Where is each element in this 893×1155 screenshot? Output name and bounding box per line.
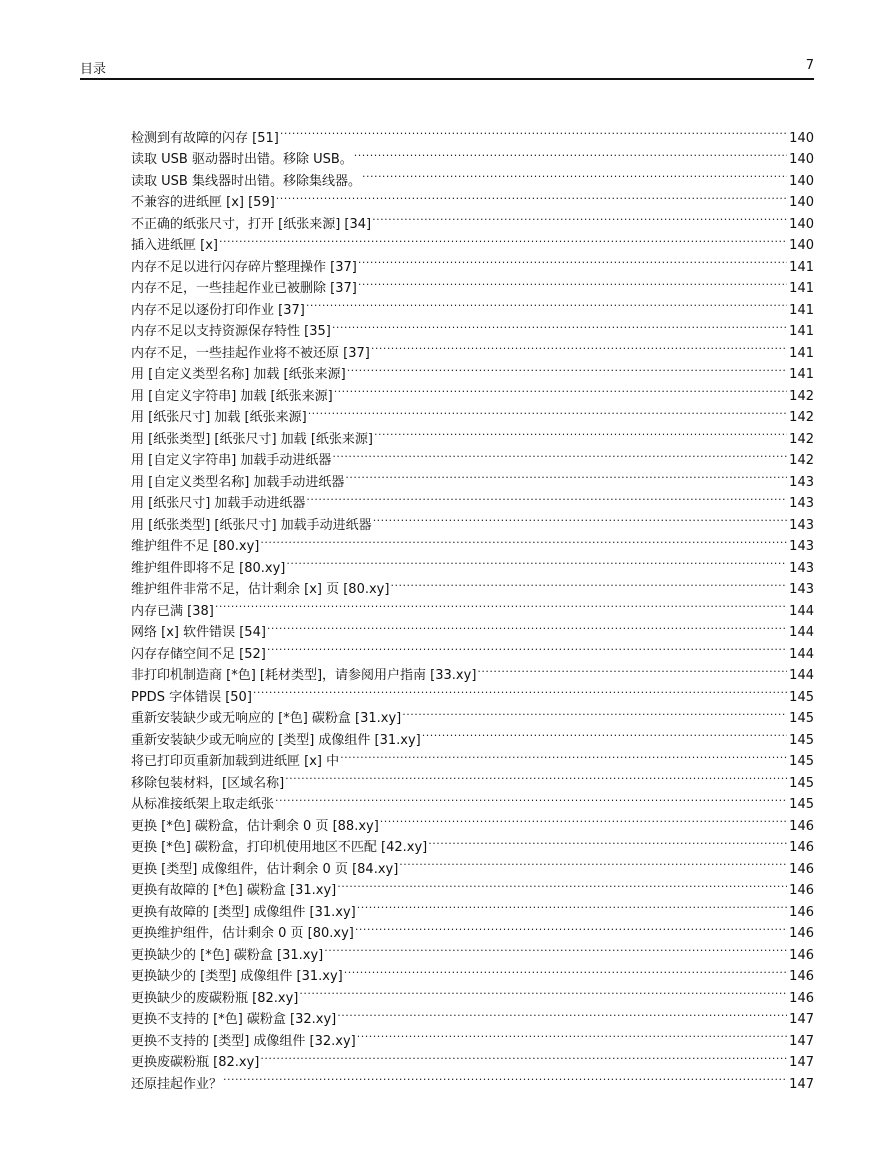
toc-entry-page-number: 144: [789, 603, 814, 619]
toc-dot-leader: [362, 163, 787, 185]
toc-entry-title: 不正确的纸张尺寸，打开 [纸张来源] [34]: [131, 216, 372, 232]
toc-dot-leader: [285, 765, 787, 787]
toc-entry-page-number: 145: [789, 775, 814, 791]
toc-entry-page-number: 141: [789, 367, 814, 382]
toc-entry[interactable]: [131, 615, 814, 640]
toc-entry-title: 内存不足，一些挂起作业已被删除 [37]: [131, 281, 357, 296]
toc-entry-page-number: 147: [789, 1012, 814, 1027]
toc-entry-page-number: 141: [789, 324, 814, 339]
toc-entry[interactable]: [131, 120, 814, 146]
toc-entry-page-number: 145: [789, 732, 814, 748]
toc-dot-leader: [280, 120, 787, 142]
toc-entry-page-number: 145: [789, 689, 814, 705]
toc-dot-leader: [399, 851, 787, 873]
toc-entry-title: 闪存存储空间不足 [52]: [131, 646, 266, 662]
toc-entry-title: 更换 [类型] 成像组件，估计剩余 0 页 [84.xy]: [131, 861, 399, 877]
toc-entry-title: 用 [纸张尺寸] 加载 [纸张来源]: [131, 410, 307, 425]
toc-entry-page-number: 145: [789, 797, 814, 812]
toc-entry[interactable]: [131, 593, 814, 619]
page-header: [80, 58, 814, 80]
toc-entry-title: 更换不支持的 [类型] 成像组件 [32.xy]: [131, 1033, 356, 1049]
toc-entry-title: 用 [纸张尺寸] 加载手动进纸器: [131, 496, 306, 511]
toc-entry-title: 更换不支持的 [*色] 碳粉盒 [32.xy]: [131, 1012, 337, 1027]
toc-dot-leader: [275, 787, 787, 809]
toc-entry-title: 还原挂起作业？: [131, 1076, 223, 1092]
toc-entry-page-number: 146: [789, 840, 814, 855]
toc-entry[interactable]: [131, 249, 814, 275]
toc-entry-page-number: 142: [789, 388, 814, 404]
toc-entry-title: 用 [自定义类型名称] 加载手动进纸器: [131, 474, 345, 490]
toc-entry-page-number: 144: [789, 668, 814, 683]
toc-dot-leader: [332, 443, 787, 465]
toc-entry-title: 更换有故障的 [类型] 成像组件 [31.xy]: [131, 904, 356, 920]
toc-entry-page-number: 141: [789, 281, 814, 296]
toc-entry-page-number: 146: [789, 883, 814, 898]
toc-entry-title: 内存不足以进行闪存碎片整理操作 [37]: [131, 259, 357, 275]
toc-entry-page-number: 140: [789, 130, 814, 146]
toc-dot-leader: [276, 185, 787, 207]
toc-dot-leader: [337, 873, 787, 895]
toc-entry-title: 用 [自定义字符串] 加载 [纸张来源]: [131, 388, 333, 404]
toc-entry-page-number: 141: [789, 259, 814, 275]
toc-dot-leader: [253, 679, 787, 701]
toc-entry[interactable]: [131, 1066, 814, 1092]
toc-entry-title: 重新安装缺少或无响应的 [*色] 碳粉盒 [31.xy]: [131, 711, 402, 726]
toc-dot-leader: [324, 937, 787, 959]
toc-dot-leader: [371, 335, 787, 357]
toc-entry-page-number: 143: [789, 474, 814, 490]
toc-dot-leader: [299, 980, 787, 1002]
toc-entry-title: 维护组件不足 [80.xy]: [131, 539, 260, 554]
toc-entry-page-number: 143: [789, 539, 814, 554]
toc-entry-title: 内存不足以支持资源保存特性 [35]: [131, 324, 331, 339]
toc-dot-leader: [260, 529, 787, 551]
toc-entry-title: 从标准接纸架上取走纸张: [131, 797, 275, 812]
toc-dot-leader: [358, 249, 787, 271]
header-page-number: 7: [805, 58, 814, 73]
toc-entry-title: 读取 USB 驱动器时出错。移除 USB。: [131, 152, 353, 167]
toc-entry-page-number: 146: [789, 818, 814, 834]
toc-entry-title: 更换缺少的废碳粉瓶 [82.xy]: [131, 990, 299, 1006]
toc-entry-title: 更换 [*色] 碳粉盒，打印机使用地区不匹配 [42.xy]: [131, 840, 428, 855]
toc-dot-leader: [219, 228, 787, 250]
toc-dot-leader: [340, 744, 787, 766]
toc-entry-title: 更换缺少的 [*色] 碳粉盒 [31.xy]: [131, 947, 324, 963]
toc-entry-page-number: 141: [789, 302, 814, 318]
toc-entry-title: 用 [纸张类型] [纸张尺寸] 加载手动进纸器: [131, 517, 372, 533]
toc-entry-page-number: 145: [789, 754, 814, 769]
toc-entry-title: 更换 [*色] 碳粉盒，估计剩余 0 页 [88.xy]: [131, 818, 379, 834]
toc-entry-page-number: 147: [789, 1055, 814, 1070]
toc-entry-page-number: 143: [789, 496, 814, 511]
toc-dot-leader: [402, 701, 787, 723]
toc-dot-leader: [374, 421, 787, 443]
toc-entry-page-number: 146: [789, 926, 814, 941]
toc-entry-page-number: 140: [789, 195, 814, 210]
toc-entry-page-number: 146: [789, 861, 814, 877]
toc-dot-leader: [345, 464, 787, 486]
toc-dot-leader: [428, 830, 787, 852]
toc-dot-leader: [260, 1045, 787, 1067]
toc-entry-title: 维护组件即将不足 [80.xy]: [131, 560, 286, 576]
toc-entry-page-number: 142: [789, 410, 814, 425]
toc-entry-title: 更换缺少的 [类型] 成像组件 [31.xy]: [131, 969, 343, 984]
header-title: 目录: [80, 62, 107, 77]
toc-dot-leader: [215, 593, 787, 615]
toc-entry-page-number: 146: [789, 904, 814, 920]
toc-entry-page-number: 147: [789, 1033, 814, 1049]
toc-entry-page-number: 146: [789, 990, 814, 1006]
toc-entry-page-number: 140: [789, 216, 814, 232]
toc-dot-leader: [308, 400, 787, 422]
toc-dot-leader: [337, 1002, 787, 1024]
toc-entry[interactable]: [131, 228, 814, 253]
toc-dot-leader: [306, 292, 787, 314]
toc-entry-title: 维护组件非常不足，估计剩余 [x] 页 [80.xy]: [131, 582, 390, 597]
toc-dot-leader: [347, 357, 787, 379]
toc-entry-title: PPDS 字体错误 [50]: [131, 689, 252, 705]
toc-entry-page-number: 144: [789, 625, 814, 640]
toc-entry-title: 用 [自定义类型名称] 加载 [纸张来源]: [131, 367, 346, 382]
toc-entry-title: 更换有故障的 [*色] 碳粉盒 [31.xy]: [131, 883, 337, 898]
toc-dot-leader: [390, 572, 787, 594]
toc-dot-leader: [267, 615, 787, 637]
toc-dot-leader: [223, 1066, 787, 1088]
toc-entry-title: 更换废碳粉瓶 [82.xy]: [131, 1055, 260, 1070]
toc-dot-leader: [422, 722, 787, 744]
toc-dot-leader: [477, 658, 787, 680]
toc-dot-leader: [373, 507, 787, 529]
toc-dot-leader: [332, 314, 787, 336]
toc-entry-page-number: 140: [789, 152, 814, 167]
toc-dot-leader: [355, 916, 787, 938]
toc-entry-title: 读取 USB 集线器时出错。移除集线器。: [131, 173, 361, 189]
toc-entry-page-number: 141: [789, 345, 814, 361]
toc-entry-page-number: 143: [789, 560, 814, 576]
toc-entry-page-number: 147: [789, 1076, 814, 1092]
toc-dot-leader: [357, 1023, 787, 1045]
toc-entry-page-number: 142: [789, 453, 814, 468]
toc-entry-page-number: 140: [789, 173, 814, 189]
toc-entry-page-number: 140: [789, 238, 814, 253]
toc-dot-leader: [334, 378, 787, 400]
toc-entry-title: 网络 [x] 软件错误 [54]: [131, 625, 266, 640]
toc-entry-page-number: 142: [789, 431, 814, 447]
toc-entry-page-number: 145: [789, 711, 814, 726]
toc-dot-leader: [358, 271, 787, 293]
toc-entry-page-number: 146: [789, 969, 814, 984]
toc-entry-page-number: 144: [789, 646, 814, 662]
toc-entry-title: 内存不足，一些挂起作业将不被还原 [37]: [131, 345, 370, 361]
toc-entry-title: 不兼容的进纸匣 [x] [59]: [131, 195, 275, 210]
toc-entry-title: 非打印机制造商 [*色] [耗材类型]，请参阅用户指南 [33.xy]: [131, 668, 477, 683]
toc-entry-page-number: 143: [789, 582, 814, 597]
toc-entry-page-number: 143: [789, 517, 814, 533]
toc-dot-leader: [357, 894, 787, 916]
toc-dot-leader: [344, 959, 787, 981]
toc-entry-title: 用 [自定义字符串] 加载手动进纸器: [131, 453, 332, 468]
toc-dot-leader: [380, 808, 787, 830]
toc-entry-title: 插入进纸匣 [x]: [131, 238, 218, 253]
toc-dot-leader: [267, 636, 787, 658]
toc-dot-leader: [372, 206, 787, 228]
toc-entry-title: 将已打印页重新加载到进纸匣 [x] 中: [131, 754, 340, 769]
toc-entry-title: 内存不足以逐份打印作业 [37]: [131, 302, 305, 318]
table-of-contents: [131, 120, 814, 1092]
toc-dot-leader: [306, 486, 787, 508]
toc-dot-leader: [286, 550, 787, 572]
toc-entry-title: 检测到有故障的闪存 [51]: [131, 130, 279, 146]
toc-entry-title: 用 [纸张类型] [纸张尺寸] 加载 [纸张来源]: [131, 431, 373, 447]
toc-entry-title: 内存已满 [38]: [131, 603, 214, 619]
toc-entry-title: 移除包装材料，[区域名称]: [131, 775, 285, 791]
toc-entry-title: 重新安装缺少或无响应的 [类型] 成像组件 [31.xy]: [131, 732, 421, 748]
toc-entry-title: 更换维护组件，估计剩余 0 页 [80.xy]: [131, 926, 354, 941]
toc-dot-leader: [354, 142, 787, 164]
toc-entry-page-number: 146: [789, 947, 814, 963]
